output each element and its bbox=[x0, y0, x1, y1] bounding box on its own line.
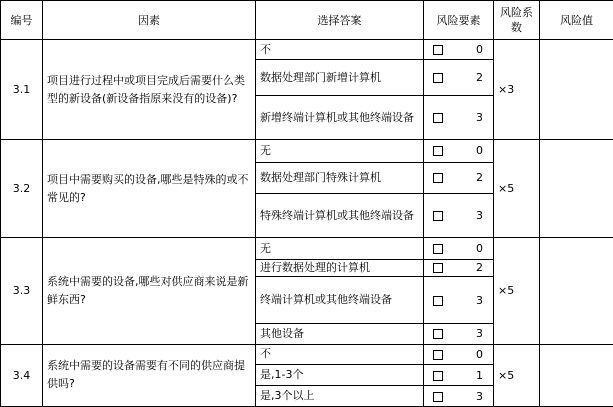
risk-value-cell[interactable] bbox=[540, 344, 613, 406]
answer-option: 不 bbox=[256, 40, 424, 60]
risk-score: 3 bbox=[476, 389, 483, 403]
header-row bbox=[1, 1, 613, 40]
risk-requirement bbox=[424, 60, 494, 96]
risk-requirement bbox=[424, 277, 494, 324]
checkbox[interactable] bbox=[433, 45, 443, 55]
row-id: 3.4 bbox=[1, 344, 43, 406]
answer-option: 无 bbox=[256, 238, 424, 259]
checkbox[interactable] bbox=[433, 296, 443, 306]
risk-score: 0 bbox=[476, 347, 483, 361]
header-answer: 选择答案 bbox=[256, 1, 424, 40]
answer-option: 数据处理部门新增计算机 bbox=[256, 60, 424, 96]
checkbox[interactable] bbox=[433, 211, 443, 221]
risk-requirement bbox=[424, 194, 494, 238]
checkbox[interactable] bbox=[433, 329, 443, 339]
risk-requirement bbox=[424, 140, 494, 162]
risk-value-cell[interactable] bbox=[540, 140, 613, 238]
answer-option: 不 bbox=[256, 344, 424, 364]
checkbox[interactable] bbox=[433, 173, 443, 183]
risk-score: 0 bbox=[476, 242, 483, 255]
risk-requirement bbox=[424, 386, 494, 407]
risk-score: 3 bbox=[476, 209, 483, 223]
checkbox[interactable] bbox=[433, 146, 443, 156]
risk-requirement bbox=[424, 96, 494, 140]
checkbox[interactable] bbox=[433, 113, 443, 123]
checkbox[interactable] bbox=[433, 371, 443, 381]
answer-option: 数据处理部门特殊计算机 bbox=[256, 162, 424, 194]
table-row bbox=[1, 238, 613, 259]
answer-option: 是,1-3个 bbox=[256, 365, 424, 386]
answer-option: 新增终端计算机或其他终端设备 bbox=[256, 96, 424, 140]
risk-requirement bbox=[424, 162, 494, 194]
risk-score: 2 bbox=[476, 261, 483, 275]
header-id: 编号 bbox=[1, 1, 43, 40]
risk-requirement bbox=[424, 344, 494, 364]
risk-requirement bbox=[424, 365, 494, 386]
checkbox[interactable] bbox=[433, 263, 443, 273]
risk-coefficient: ×5 bbox=[494, 238, 540, 344]
risk-score: 1 bbox=[476, 368, 483, 382]
answer-option: 特殊终端计算机或其他终端设备 bbox=[256, 194, 424, 238]
header-coefficient: 风险系数 bbox=[494, 1, 540, 40]
risk-score: 3 bbox=[476, 327, 483, 341]
row-id: 3.3 bbox=[1, 238, 43, 344]
header-value: 风险值 bbox=[540, 1, 613, 40]
risk-value-cell[interactable] bbox=[540, 238, 613, 344]
risk-score: 0 bbox=[476, 43, 483, 57]
table-row bbox=[1, 344, 613, 364]
checkbox[interactable] bbox=[433, 73, 443, 83]
risk-requirement bbox=[424, 40, 494, 60]
risk-score: 0 bbox=[476, 144, 483, 158]
checkbox[interactable] bbox=[433, 392, 443, 402]
table-row bbox=[1, 40, 613, 60]
risk-requirement bbox=[424, 259, 494, 276]
risk-coefficient: ×5 bbox=[494, 140, 540, 238]
risk-score: 3 bbox=[476, 293, 483, 307]
answer-option: 是,3个以上 bbox=[256, 386, 424, 407]
risk-requirement bbox=[424, 324, 494, 344]
answer-option: 终端计算机或其他终端设备 bbox=[256, 277, 424, 324]
factor-text: 系统中需要的设备需要有不同的供应商提供吗? bbox=[43, 344, 256, 406]
risk-coefficient: ×5 bbox=[494, 344, 540, 406]
row-id: 3.1 bbox=[1, 40, 43, 140]
factor-text: 项目中需要购买的设备,哪些是特殊的或不常见的? bbox=[43, 140, 256, 238]
checkbox[interactable] bbox=[433, 244, 443, 254]
header-factor: 因素 bbox=[43, 1, 256, 40]
risk-score: 2 bbox=[476, 71, 483, 85]
risk-score: 3 bbox=[476, 111, 483, 125]
row-id: 3.2 bbox=[1, 140, 43, 238]
risk-value-cell[interactable] bbox=[540, 40, 613, 140]
table-row bbox=[1, 140, 613, 162]
risk-coefficient: ×3 bbox=[494, 40, 540, 140]
header-requirement: 风险要素 bbox=[424, 1, 494, 40]
answer-option: 进行数据处理的计算机 bbox=[256, 259, 424, 276]
factor-text: 项目进行过程中或项目完成后需要什么类型的新设备(新设备指原来没有的设备)? bbox=[43, 40, 256, 140]
answer-option: 其他设备 bbox=[256, 324, 424, 344]
answer-option: 无 bbox=[256, 140, 424, 162]
checkbox[interactable] bbox=[433, 350, 443, 360]
risk-score: 2 bbox=[476, 171, 483, 185]
risk-requirement bbox=[424, 238, 494, 259]
factor-text: 系统中需要的设备,哪些对供应商来说是新鲜东西? bbox=[43, 238, 256, 344]
